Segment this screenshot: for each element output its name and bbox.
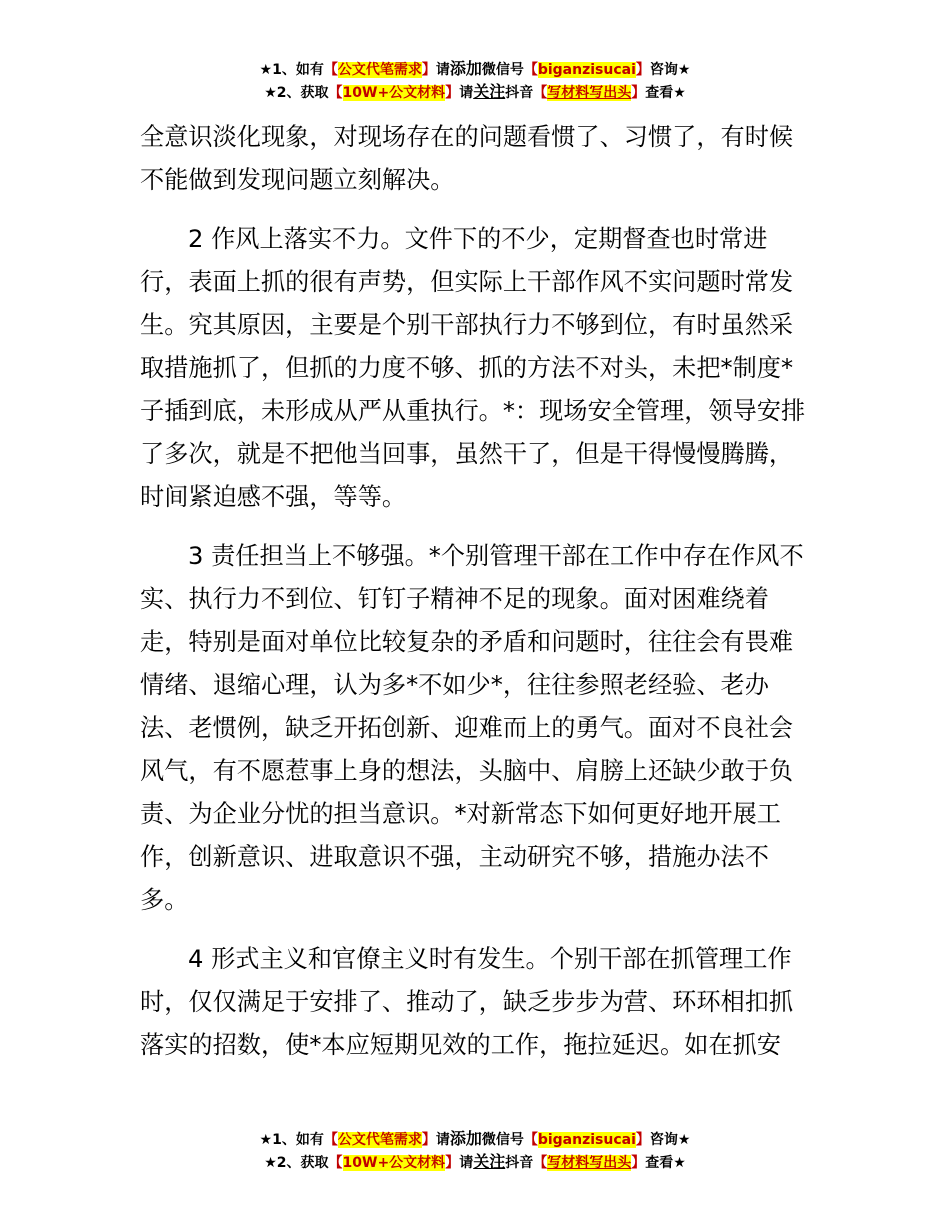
banner-line-2 bbox=[0, 1151, 950, 1174]
bracket: 【 bbox=[533, 1155, 548, 1171]
bracket: 】 bbox=[635, 62, 650, 78]
banner-text: 抖音 bbox=[505, 1155, 534, 1171]
banner-text: 请 bbox=[435, 62, 450, 78]
banner-text: ★2、获取 bbox=[264, 85, 329, 101]
banner-text: ★1、如有 bbox=[259, 62, 324, 78]
banner-text: 查看★ bbox=[645, 1155, 686, 1171]
paragraph-4: 4 形式主义和官僚主义时有发生。个别干部在抓管理工作时，仅仅满足于安排了、推动了，缺乏步步为营、环环相扣抓落实的招数，使*本应短期见效的工作，拖拉延迟。如在抓安 bbox=[140, 945, 794, 1059]
banner-text: 抖音 bbox=[505, 85, 534, 101]
banner-text: 查看★ bbox=[645, 85, 686, 101]
highlight-wechat-id: biganzisucai bbox=[537, 62, 636, 78]
banner-text: 咨询★ bbox=[649, 1132, 691, 1148]
bracket: 】 bbox=[421, 62, 436, 78]
banner-line-2 bbox=[0, 81, 950, 104]
highlight-materials: 10W+公文材料 bbox=[342, 1155, 446, 1171]
bracket: 】 bbox=[421, 1132, 436, 1148]
banner-text: 请 bbox=[459, 1155, 474, 1171]
banner-text: ★1、如有 bbox=[259, 1132, 324, 1148]
bracket: 】 bbox=[445, 85, 460, 101]
banner-emphasis: 关注 bbox=[473, 1152, 506, 1171]
highlight-douyin-id: 写材料写出头 bbox=[547, 1155, 632, 1171]
banner-line-1 bbox=[0, 58, 950, 81]
banner-text: 咨询★ bbox=[649, 62, 691, 78]
highlight-service: 公文代笔需求 bbox=[337, 62, 422, 78]
banner-text: 微信号 bbox=[481, 1132, 524, 1148]
banner-emphasis: 添加 bbox=[449, 59, 482, 78]
bracket: 】 bbox=[631, 1155, 646, 1171]
bracket: 【 bbox=[523, 62, 538, 78]
header-banner bbox=[0, 58, 950, 104]
paragraph-2: 2 作风上落实不力。文件下的不少，定期督查也时常进行，表面上抓的很有声势，但实际上干部作风不实问题时常发生。究其原因，主要是个别干部执行力不够到位，有时虽然采取措施抓了，但抓的力度不够、抓的方法不对头，未把*制度*子插到底，未形成从严从重执行。*：现场安全管理，领导安排了多次，就是不把他当回事，虽然干了，但是干得慢慢腾腾，时间紧迫感不强，等等。 bbox=[140, 225, 806, 511]
banner-emphasis: 添加 bbox=[449, 1129, 482, 1148]
banner-line-1 bbox=[0, 1128, 950, 1151]
footer-banner bbox=[0, 1128, 950, 1174]
bracket: 【 bbox=[323, 1132, 338, 1148]
bracket: 【 bbox=[533, 85, 548, 101]
banner-text: 请 bbox=[459, 85, 474, 101]
paragraph-continuation: 全意识淡化现象，对现场存在的问题看惯了、习惯了，有时候不能做到发现问题立刻解决。 bbox=[140, 123, 794, 194]
bracket: 】 bbox=[635, 1132, 650, 1148]
banner-text: 请 bbox=[435, 1132, 450, 1148]
highlight-service: 公文代笔需求 bbox=[337, 1132, 422, 1148]
bracket: 【 bbox=[323, 62, 338, 78]
bracket: 【 bbox=[523, 1132, 538, 1148]
banner-text: 微信号 bbox=[481, 62, 524, 78]
bracket: 】 bbox=[445, 1155, 460, 1171]
highlight-wechat-id: biganzisucai bbox=[537, 1132, 636, 1148]
highlight-materials: 10W+公文材料 bbox=[342, 85, 446, 101]
highlight-douyin-id: 写材料写出头 bbox=[547, 85, 632, 101]
bracket: 【 bbox=[328, 1155, 343, 1171]
banner-text: ★2、获取 bbox=[264, 1155, 329, 1171]
bracket: 】 bbox=[631, 85, 646, 101]
paragraph-3: 3 责任担当上不够强。*个别管理干部在工作中存在作风不实、执行力不到位、钉钉子精神不足的现象。面对困难绕着走，特别是面对单位比较复杂的矛盾和问题时，往往会有畏难情绪、退缩心理，认为多*不如少*，往往参照老经验、老办法、老惯例，缺乏开拓创新、迎难而上的勇气。面对不良社会风气，有不愿惹事上身的想法，头脑中、肩膀上还缺少敢于负责、为企业分忧的担当意识。*对新常态下如何更好地开展工作，创新意识、进取意识不强，主动研究不够，措施办法不多。 bbox=[140, 542, 804, 914]
document-body bbox=[140, 116, 812, 1083]
bracket: 【 bbox=[328, 85, 343, 101]
banner-emphasis: 关注 bbox=[473, 82, 506, 101]
